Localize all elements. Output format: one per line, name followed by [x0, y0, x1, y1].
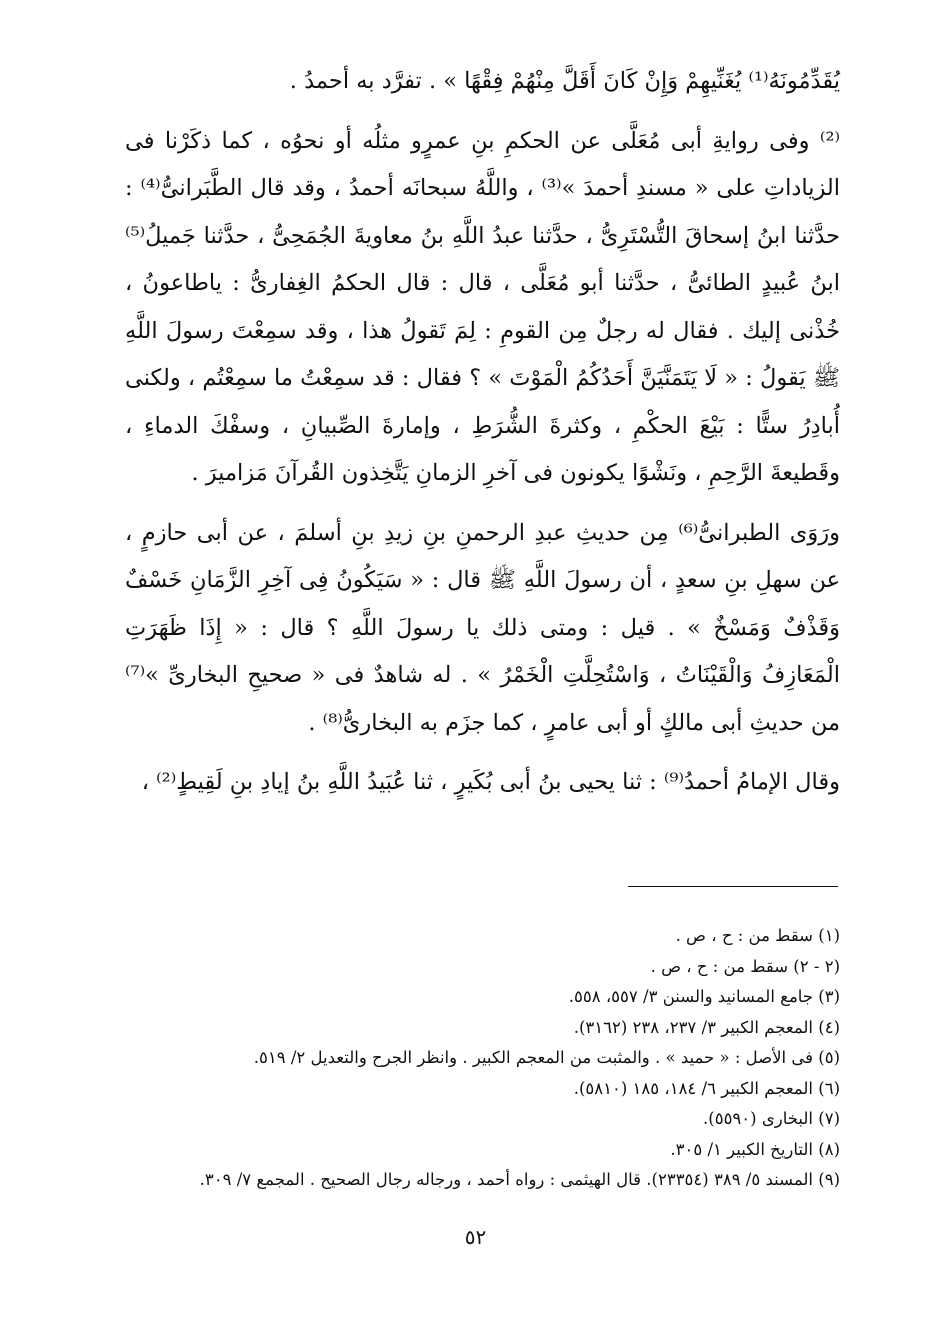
footnote-2: (٢ - ٢) سقط من : ح ، ص .: [650, 956, 840, 976]
page-number: ٥٢: [464, 1225, 487, 1249]
footnote-5: (٥) فى الأصل : « حميد » . والمثبت من المعجم الكبير . وانظر الجرح والتعديل ٢/ ٥١٩.: [253, 1048, 840, 1067]
footnote-9: (٩) المسند ٥/ ٣٨٩ (٢٣٣٥٤). قال الهيثمى : رواه أحمد ، ورجاله رجال الصحيح . المجمع ٧/ ٣٠٩.: [199, 1170, 840, 1189]
footnote-6: (٦) المعجم الكبير ٦/ ١٨٤، ١٨٥ (٥٨١٠).: [573, 1078, 840, 1098]
main-text: [125, 58, 840, 807]
footnote-8: (٨) التاريخ الكبير ١/ ٣٠٥.: [670, 1139, 840, 1159]
footnotes: [120, 921, 840, 1196]
paragraph-3: ورَوَى الطبرانىُّ⁽⁶⁾ مِن حديثِ عبدِ الرحمنِ بنِ زيدِ بنِ أسلمَ ، عن أبى حازمٍ ، عن سهلِ بنِ سعدٍ ، أن رسولَ اللَّهِ ﷺ قال : « سَيَكُونُ فِى آخِرِ الزَّمَانِ خَسْفٌ وَقَذْفٌ وَمَسْخٌ » . قيل : ومتى ذلك يا رسولَ اللَّهِ ؟ قال : « إِذَا ظَهَرَتِ الْمَعَازِفُ وَالْقَيْنَاتُ ، وَاسْتُحِلَّتِ الْخَمْرُ » . له شاهدٌ فى « صحيحِ البخارىِّ »⁽⁷⁾ من حديثِ أبى مالكٍ أو أبى عامرٍ ، كما جزَم به البخارىُّ⁽⁸⁾ .: [125, 519, 841, 736]
footnote-7: (٧) البخارى (٥٥٩٠).: [703, 1109, 840, 1128]
footnote-1: (١) سقط من : ح ، ص .: [675, 926, 840, 945]
footnote-separator: [628, 886, 838, 887]
footnote-3: (٣) جامع المسانيد والسنن ٣/ ٥٥٧، ٥٥٨.: [568, 987, 840, 1006]
paragraph-1: يُقَدِّمُونَهُ⁽¹⁾ يُغَنِّيهِمْ وَإِنْ كَانَ أَقَلَّ مِنْهُمْ فِقْهًا » . تفرَّد به أحمدُ .: [289, 68, 840, 94]
footnote-4: (٤) المعجم الكبير ٣/ ٢٣٧، ٢٣٨ (٣١٦٢).: [573, 1017, 840, 1037]
paragraph-4: وقال الإمامُ أحمدُ⁽⁹⁾ : ثنا يحيى بنُ أبى بُكَيرٍ ، ثنا عُبَيدُ اللَّهِ بنُ إيادِ بنِ لَقِيطٍ⁽²⁾ ،: [141, 769, 840, 795]
paragraph-2: ⁽²⁾ وفى روايةِ أبى مُعَلَّى عن الحكمِ بنِ عمرٍو مثلُه أو نحوُه ، كما ذكَرْنا فى الزياداتِ على « مسندِ أحمدَ »⁽³⁾ ، واللَّهُ سبحانَه أحمدُ ، وقد قال الطَّبَرانىُّ⁽⁴⁾ : حدَّثنا ابنُ إسحاقَ التُّسْتَرِىُّ ، حدَّثنا عبدُ اللَّهِ بنُ معاويةَ الجُمَحِىُّ ، حدَّثنا جَميلُ⁽⁵⁾ ابنُ عُبيدٍ الطائىُّ ، حدَّثنا أبو مُعَلَّى ، قال : قال الحكمُ الغِفارىُّ : ياطاعونُ ، خُذْنى إليك . فقال له رجلٌ مِن القومِ : لِمَ تَقولُ هذا ، وقد سمِعْتَ رسولَ اللَّهِ ﷺ يَقولُ : « لَا يَتَمَنَّيَنَّ أَحَدُكُمُ الْمَوْتَ » ؟ فقال : قد سمِعْتُ ما سمِعْتُم ، ولكنى أُبادِرُ ستًّا : بَيْعَ الحكْمِ ، وكثرةَ الشُّرَطِ ، وإمارةَ الصِّبيانِ ، وسفْكَ الدماءِ ، وقَطيعةَ الرَّحِمِ ، ونَشْوًا يكونون فى آخرِ الزمانِ يَتَّخِذون القُرآنَ مَزاميرَ .: [125, 127, 840, 486]
